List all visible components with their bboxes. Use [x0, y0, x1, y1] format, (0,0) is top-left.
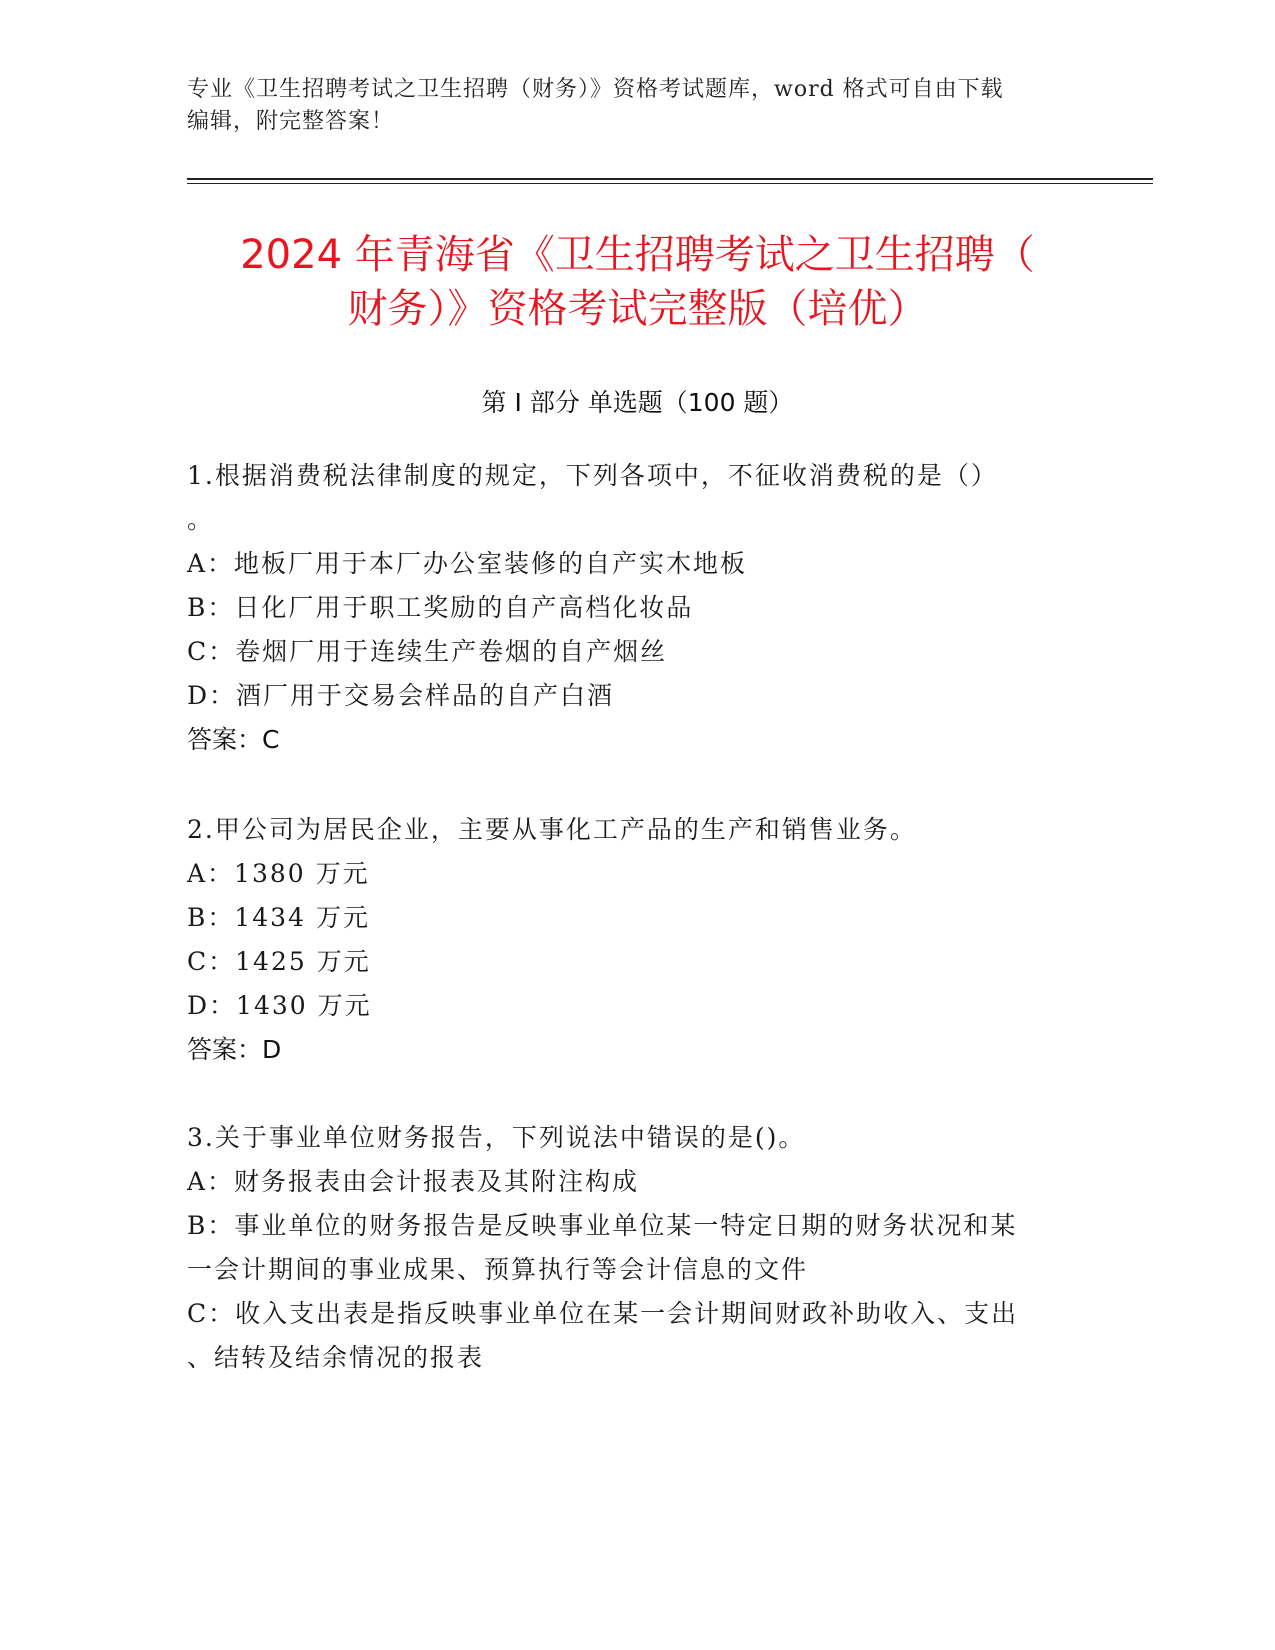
question-3-option-b-continuation: 一会计期间的事业成果、预算执行等会计信息的文件 [187, 1255, 809, 1284]
question-2-answer: 答案：D [187, 1035, 282, 1064]
header-divider-thin [187, 183, 1153, 184]
question-2-stem: 2.甲公司为居民企业，主要从事化工产品的生产和销售业务。 [187, 815, 917, 844]
question-3-stem: 3.关于事业单位财务报告，下列说法中错误的是()。 [187, 1123, 806, 1152]
question-2-option-a: A：1380 万元 [187, 859, 370, 888]
question-2-option-b: B：1434 万元 [187, 903, 370, 932]
question-1-option-d: D：酒厂用于交易会样品的自产白酒 [187, 681, 615, 710]
document-title-line-1: 2024 年青海省《卫生招聘考试之卫生招聘（ [240, 232, 1035, 278]
document-title-line-2: 财务）》资格考试完整版（培优） [347, 286, 928, 332]
question-2-option-d: D：1430 万元 [187, 991, 372, 1020]
question-3-option-c: C：收入支出表是指反映事业单位在某一会计期间财政补助收入、支出 [187, 1299, 1019, 1328]
document-title [140, 228, 1135, 336]
question-3-option-a: A：财务报表由会计报表及其附注构成 [187, 1167, 640, 1196]
question-3-option-b: B：事业单位的财务报告是反映事业单位某一特定日期的财务状况和某 [187, 1211, 1018, 1240]
question-1-option-c: C：卷烟厂用于连续生产卷烟的自产烟丝 [187, 637, 668, 666]
question-3-option-c-continuation: 、结转及结余情况的报表 [187, 1343, 485, 1372]
question-1-option-a: A：地板厂用于本厂办公室装修的自产实木地板 [187, 549, 748, 578]
header-note [187, 74, 1087, 138]
header-note-line-2: 编辑，附完整答案！ [187, 109, 395, 134]
question-1-stem: 1.根据消费税法律制度的规定，下列各项中，不征收消费税的是（） [187, 461, 998, 490]
question-1-answer: 答案：C [187, 725, 280, 754]
header-note-line-1: 专业《卫生招聘考试之卫生招聘（财务）》资格考试题库，word 格式可自由下载 [187, 77, 1004, 102]
question-1-stem-continuation: 。 [187, 505, 215, 534]
header-divider-thick [187, 178, 1153, 180]
question-1-option-b: B：日化厂用于职工奖励的自产高档化妆品 [187, 593, 694, 622]
question-2-option-c: C：1425 万元 [187, 947, 371, 976]
section-heading: 第 I 部分 单选题（100 题） [481, 388, 794, 417]
